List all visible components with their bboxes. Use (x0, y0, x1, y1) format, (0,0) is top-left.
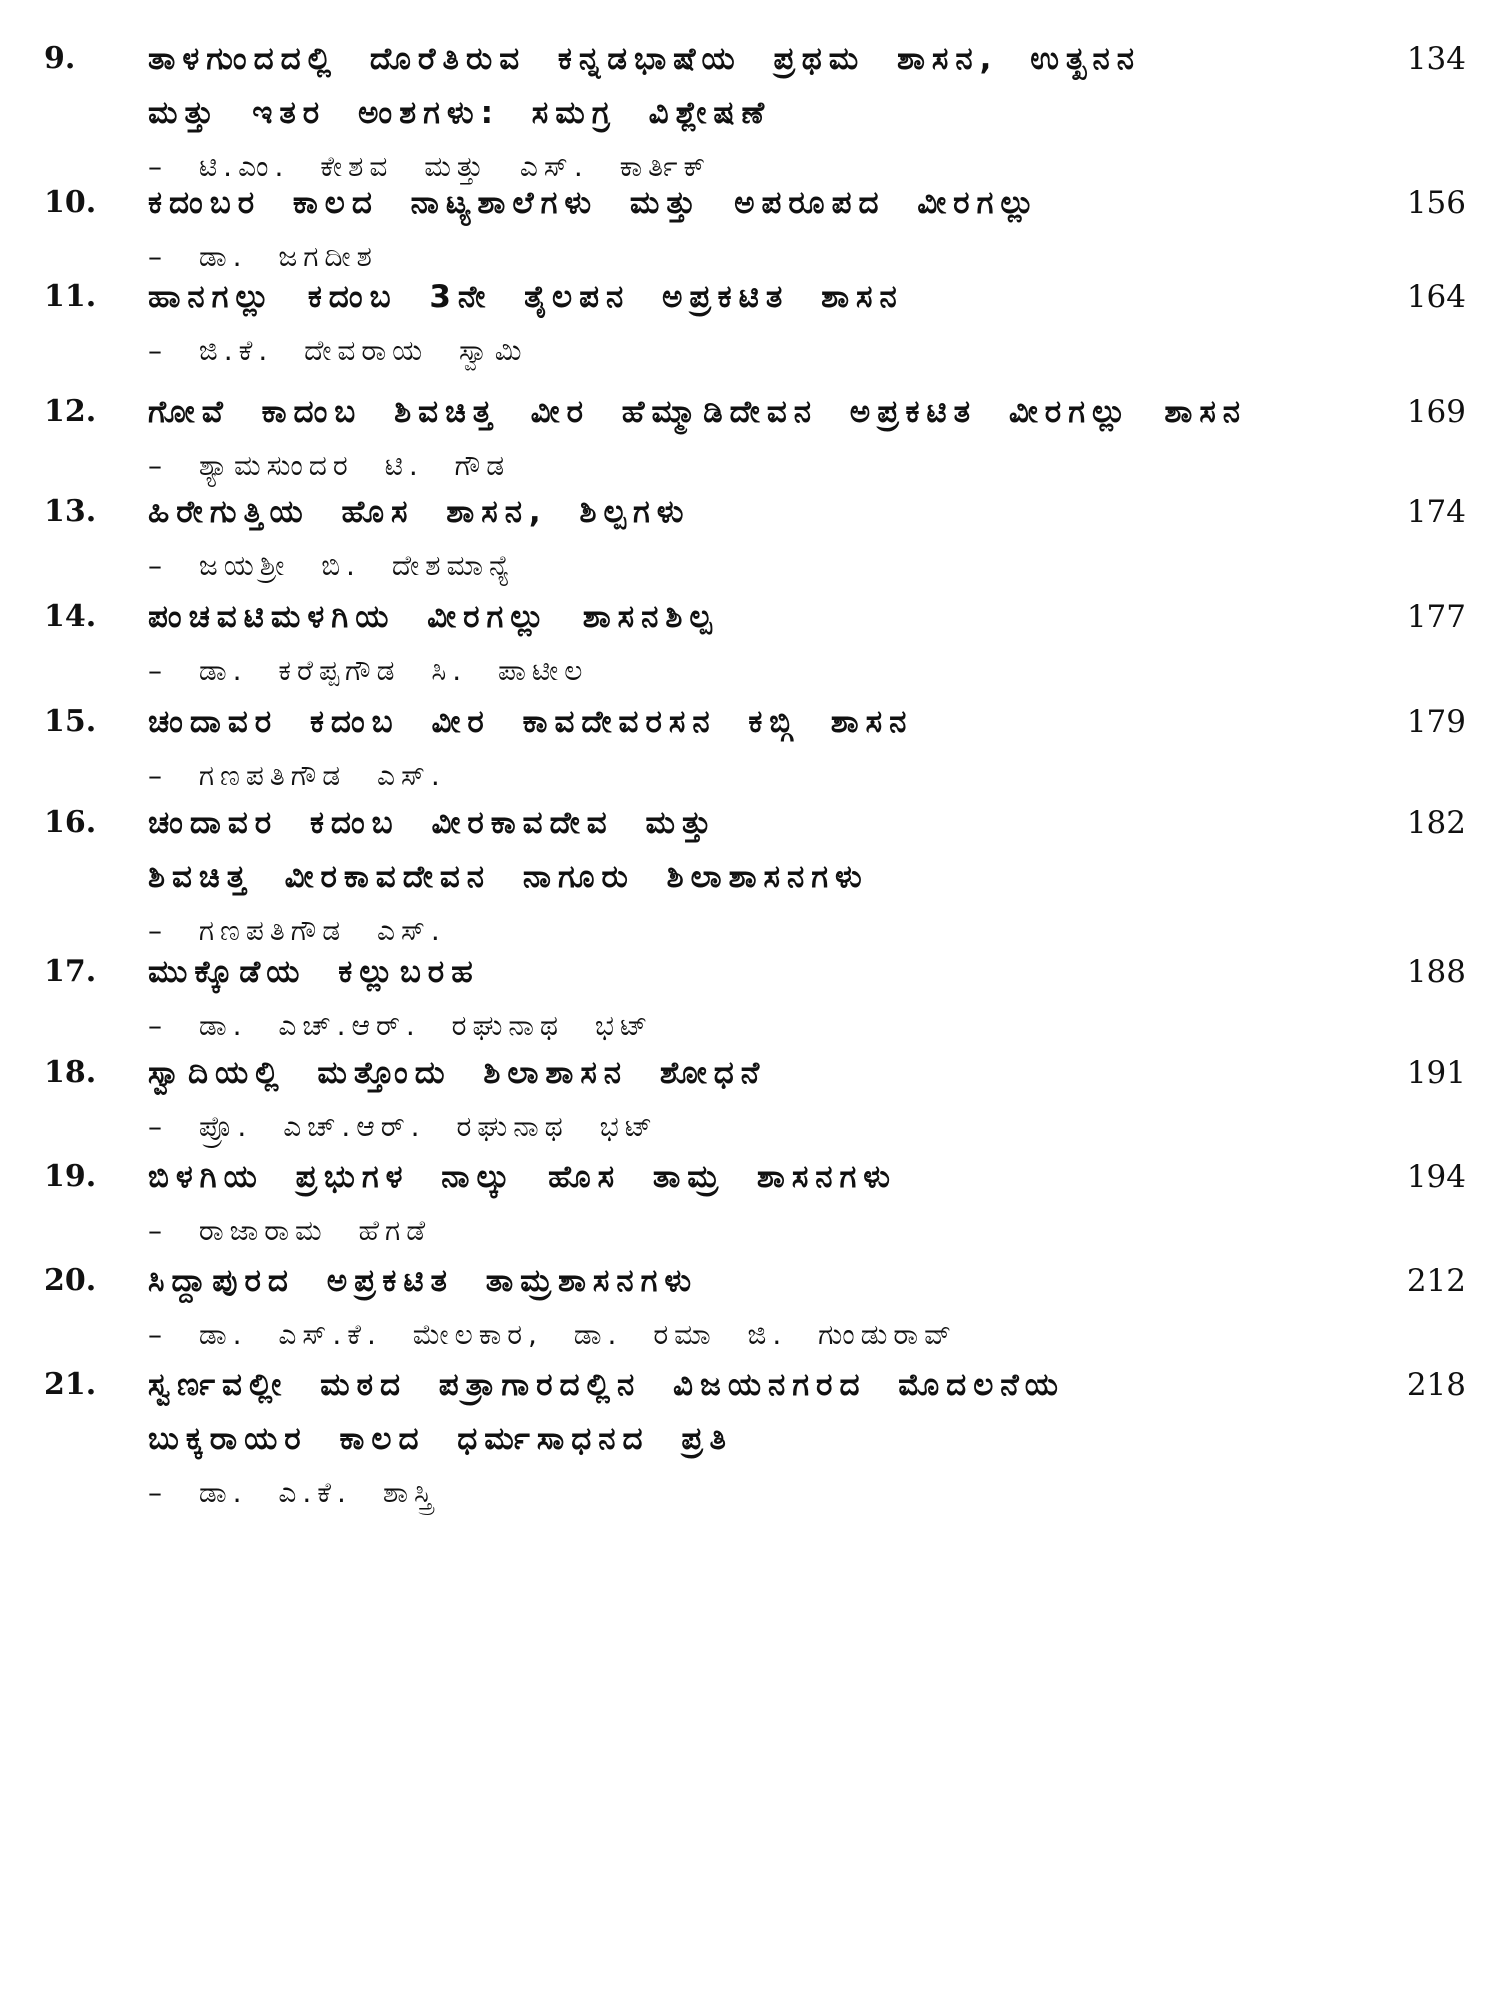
entry-number: 21. (44, 1367, 97, 1402)
entry-author: – ಡಾ. ಎಸ್.ಕೆ. ಮೇಲಕಾರ, ಡಾ. ರಮಾ ಜಿ. ಗುಂಡುರಾವ್ (148, 1318, 958, 1351)
entry-title-line: ಪಂಚವಟಿಮಳಗಿಯ ವೀರಗಲ್ಲು ಶಾಸನಶಿಲ್ಪ (148, 599, 719, 635)
entry-text (148, 176, 1308, 284)
entry-number: 17. (44, 954, 97, 989)
entry-author: – ಡಾ. ಎಚ್.ಆರ್. ರಘುನಾಥ ಭಟ್ (148, 1009, 654, 1042)
entry-title-line: ಬಿಳಗಿಯ ಪ್ರಭುಗಳ ನಾಲ್ಕು ಹೊಸ ತಾಮ್ರ ಶಾಸನಗಳು (148, 1159, 897, 1195)
entry-page-number: 177 (1406, 599, 1466, 635)
entry-author: – ಗಣಪತಿಗೌಡ ಎಸ್. (148, 759, 446, 792)
entry-page-number: 182 (1406, 805, 1466, 841)
entry-page-number: 164 (1406, 279, 1466, 315)
entry-text (148, 1150, 1308, 1258)
entry-author: – ಟಿ.ಎಂ. ಕೇಶವ ಮತ್ತು ಎಸ್. ಕಾರ್ತಿಕ್ (148, 150, 712, 183)
entry-number: 14. (44, 599, 97, 634)
entry-author: – ರಾಜಾರಾಮ ಹೆಗಡೆ (148, 1214, 432, 1247)
entry-title-line: ಸ್ವಾದಿಯಲ್ಲಿ ಮತ್ತೊಂದು ಶಿಲಾಶಾಸನ ಶೋಧನೆ (148, 1055, 767, 1091)
entry-title-line: ಗೋವೆ ಕಾದಂಬ ಶಿವಚಿತ್ತ ವೀರ ಹೆಮ್ಮಾಡಿದೇವನ ಅಪ್ರಕಟಿತ ವೀರಗಲ್ಲು ಶಾಸನ (148, 394, 1248, 430)
entry-page-number: 169 (1406, 394, 1466, 430)
entry-author: – ಡಾ. ಎ.ಕೆ. ಶಾಸ್ತ್ರಿ (148, 1476, 439, 1509)
entry-number: 19. (44, 1159, 97, 1194)
entry-text (148, 1254, 1308, 1362)
entry-page-number: 174 (1406, 494, 1466, 530)
entry-number: 18. (44, 1055, 97, 1090)
entry-number: 13. (44, 494, 97, 529)
entry-title-line: ಮುಕ್ಕೊಡೆಯ ಕಲ್ಲುಬರಹ (148, 954, 480, 990)
entry-page-number: 191 (1406, 1055, 1466, 1091)
entry-author: – ಗಣಪತಿಗೌಡ ಎಸ್. (148, 914, 446, 947)
entry-title-line: ಸಿದ್ದಾಪುರದ ಅಪ್ರಕಟಿತ ತಾಮ್ರಶಾಸನಗಳು (148, 1263, 699, 1299)
entry-page-number: 188 (1406, 954, 1466, 990)
entry-text (148, 1046, 1308, 1154)
entry-title-line: ತಾಳಗುಂದದಲ್ಲಿ ದೊರೆತಿರುವ ಕನ್ನಡಭಾಷೆಯ ಪ್ರಥಮ ಶಾಸನ, ಉತ್ಖನನ (148, 41, 1141, 77)
entry-title-line: ಚಂದಾವರ ಕದಂಬ ವೀರಕಾವದೇವ ಮತ್ತು (148, 805, 718, 841)
entry-text (148, 1358, 1308, 1520)
entry-number: 12. (44, 394, 97, 429)
entry-title-line: ಚಂದಾವರ ಕದಂಬ ವೀರ ಕಾವದೇವರಸನ ಕಬ್ಗಿ ಶಾಸನ (148, 704, 914, 740)
entry-text (148, 385, 1308, 493)
entry-number: 15. (44, 704, 97, 739)
entry-author: – ಜಿ.ಕೆ. ದೇವರಾಯ ಸ್ವಾಮಿ (148, 334, 528, 367)
entry-number: 16. (44, 805, 97, 840)
entry-author: – ಜಯಶ್ರೀ ಬಿ. ದೇಶಮಾನ್ಯೆ (148, 549, 516, 582)
entry-author: – ಶ್ಯಾಮಸುಂದರ ಟಿ. ಗೌಡ (148, 449, 511, 482)
entry-page-number: 156 (1406, 185, 1466, 221)
entry-title-line: ಶಿವಚಿತ್ತ ವೀರಕಾವದೇವನ ನಾಗೂರು ಶಿಲಾಶಾಸನಗಳು (148, 859, 869, 895)
entry-page-number: 194 (1406, 1159, 1466, 1195)
entry-text (148, 590, 1308, 698)
entry-author: – ಡಾ. ಕರೆಪ್ಪಗೌಡ ಸಿ. ಪಾಟೀಲ (148, 654, 589, 687)
entry-author: – ಡಾ. ಜಗದೀಶ (148, 240, 378, 273)
entry-text (148, 945, 1308, 1053)
entry-page-number: 212 (1406, 1263, 1466, 1299)
entry-text (148, 270, 1308, 378)
entry-page-number: 179 (1406, 704, 1466, 740)
entry-text (148, 485, 1308, 593)
entry-title-line: ಹಿರೇಗುತ್ತಿಯ ಹೊಸ ಶಾಸನ, ಶಿಲ್ಪಗಳು (148, 494, 691, 530)
entry-title-line: ಮತ್ತು ಇತರ ಅಂಶಗಳು: ಸಮಗ್ರ ವಿಶ್ಲೇಷಣೆ (148, 95, 772, 131)
entry-title-line: ಕದಂಬರ ಕಾಲದ ನಾಟ್ಯಶಾಲೆಗಳು ಮತ್ತು ಅಪರೂಪದ ವೀರಗಲ್ಲು (148, 185, 1041, 221)
entry-text (148, 32, 1308, 194)
entry-title-line: ಬುಕ್ಕರಾಯರ ಕಾಲದ ಧರ್ಮಸಾಧನದ ಪ್ರತಿ (148, 1421, 733, 1457)
entry-text (148, 695, 1308, 803)
entry-text (148, 796, 1308, 958)
entry-number: 9. (44, 41, 76, 76)
entry-page-number: 134 (1406, 41, 1466, 77)
entry-number: 11. (44, 279, 97, 314)
entry-title-line: ಹಾನಗಲ್ಲು ಕದಂಬ 3ನೇ ತೈಲಪನ ಅಪ್ರಕಟಿತ ಶಾಸನ (148, 279, 904, 315)
entry-author: – ಪ್ರೊ. ಎಚ್.ಆರ್. ರಘುನಾಥ ಭಟ್ (148, 1110, 659, 1143)
entry-title-line: ಸ್ವರ್ಣವಲ್ಲೀ ಮಠದ ಪತ್ರಾಗಾರದಲ್ಲಿನ ವಿಜಯನಗರದ ಮೊದಲನೆಯ (148, 1367, 1065, 1403)
entry-number: 10. (44, 185, 97, 220)
entry-number: 20. (44, 1263, 97, 1298)
entry-page-number: 218 (1406, 1367, 1466, 1403)
